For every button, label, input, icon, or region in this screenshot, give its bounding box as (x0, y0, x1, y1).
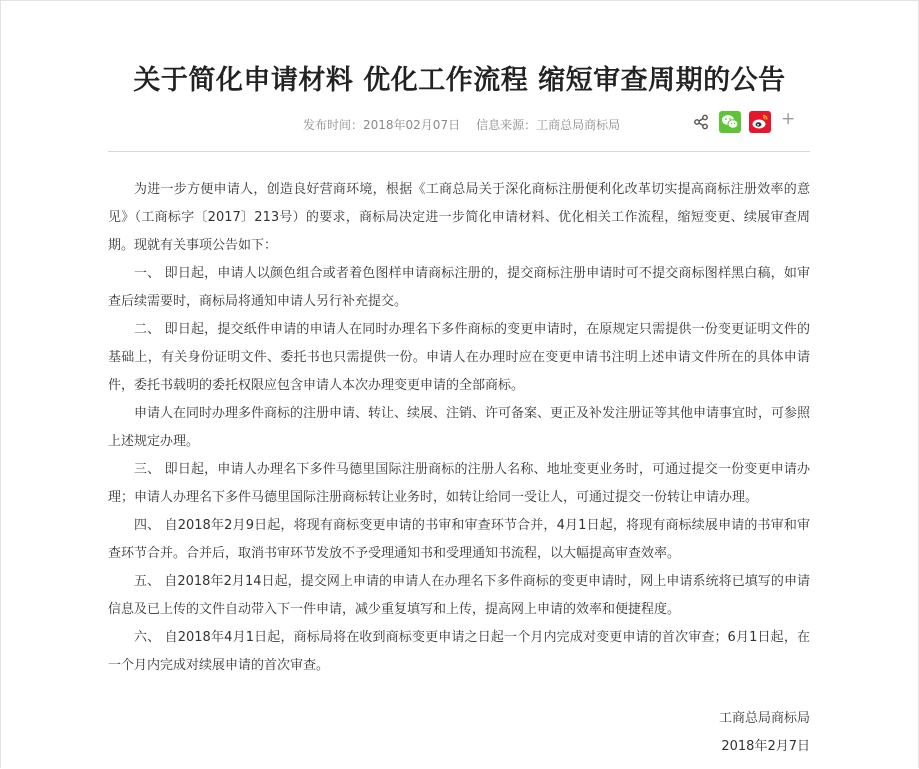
publish-time: 发布时间：2018年02月07日 (303, 118, 461, 132)
paragraph-item-4: 四、 自2018年2月9日起，将现有商标变更申请的书审和审查环节合并，4月1日起，将现有商标续展申请的书审和审查环节合并。合并后，取消书审环节发放不予受理通知书和受理通知书流程，以大幅提高审查效率。 (108, 518, 810, 561)
paragraph-item-1: 一、 即日起，申请人以颜色组合或者着色图样申请商标注册的，提交商标注册申请时可不提交商标图样黑白稿，如审查后续需要时，商标局将通知申请人另行补充提交。 (108, 266, 810, 309)
paragraph-item-2-note: 申请人在同时办理多件商标的注册申请、转让、续展、注销、许可备案、更正及补发注册证等其他申请事宜时，可参照上述规定办理。 (108, 406, 811, 449)
weibo-icon[interactable] (749, 111, 771, 133)
article-body (108, 176, 810, 680)
wechat-icon[interactable] (719, 111, 741, 133)
info-source: 信息来源：工商总局商标局 (476, 118, 621, 132)
paragraph-item-5: 五、 自2018年2月14日起，提交网上申请的申请人在办理名下多件商标的变更申请时，网上申请系统将已填写的申请信息及已上传的文件自动带入下一件申请，减少重复填写和上传，提高网上申请的效率和便捷程度。 (108, 574, 810, 617)
share-icon[interactable] (693, 114, 709, 130)
plus-icon[interactable]: + (781, 109, 796, 129)
signature-org: 工商总局商标局 (718, 711, 810, 726)
divider (108, 151, 810, 152)
paragraph-item-6: 六、 自2018年4月1日起，商标局将在收到商标变更申请之日起一个月内完成对变更申请的首次审查；6月1日起，在一个月内完成对续展申请的首次审查。 (108, 630, 810, 673)
paragraph-item-3: 三、 即日起，申请人办理名下多件马德里国际注册商标的注册人名称、地址变更业务时，可通过提交一份变更申请办理；申请人办理名下多件马德里国际注册商标转让业务时，如转让给同一受让人，可通过提交一份转让申请办理。 (108, 462, 810, 505)
share-bar (693, 110, 795, 134)
signature-date: 2018年2月7日 (721, 739, 810, 754)
paragraph-item-2: 二、 即日起，提交纸件申请的申请人在同时办理名下多件商标的变更申请时，在原规定只需提供一份变更证明文件的基础上，有关身份证明文件、委托书也只需提供一份。申请人在办理时应在变更申请书注明上述申请文件所在的具体申请件，委托书载明的委托权限应包含申请人本次办理变更申请的全部商标。 (108, 322, 810, 393)
article-meta (303, 116, 620, 133)
paragraph-intro: 为进一步方便申请人，创造良好营商环境，根据《工商总局关于深化商标注册便利化改革切实提高商标注册效率的意见》（工商标字〔2017〕213号）的要求，商标局决定进一步简化申请材料、优化相关工作流程，缩短变更、续展审查周期。现就有关事项公告如下： (108, 182, 810, 253)
article-title: 关于简化申请材料 优化工作流程 缩短审查周期的公告 (133, 65, 786, 96)
